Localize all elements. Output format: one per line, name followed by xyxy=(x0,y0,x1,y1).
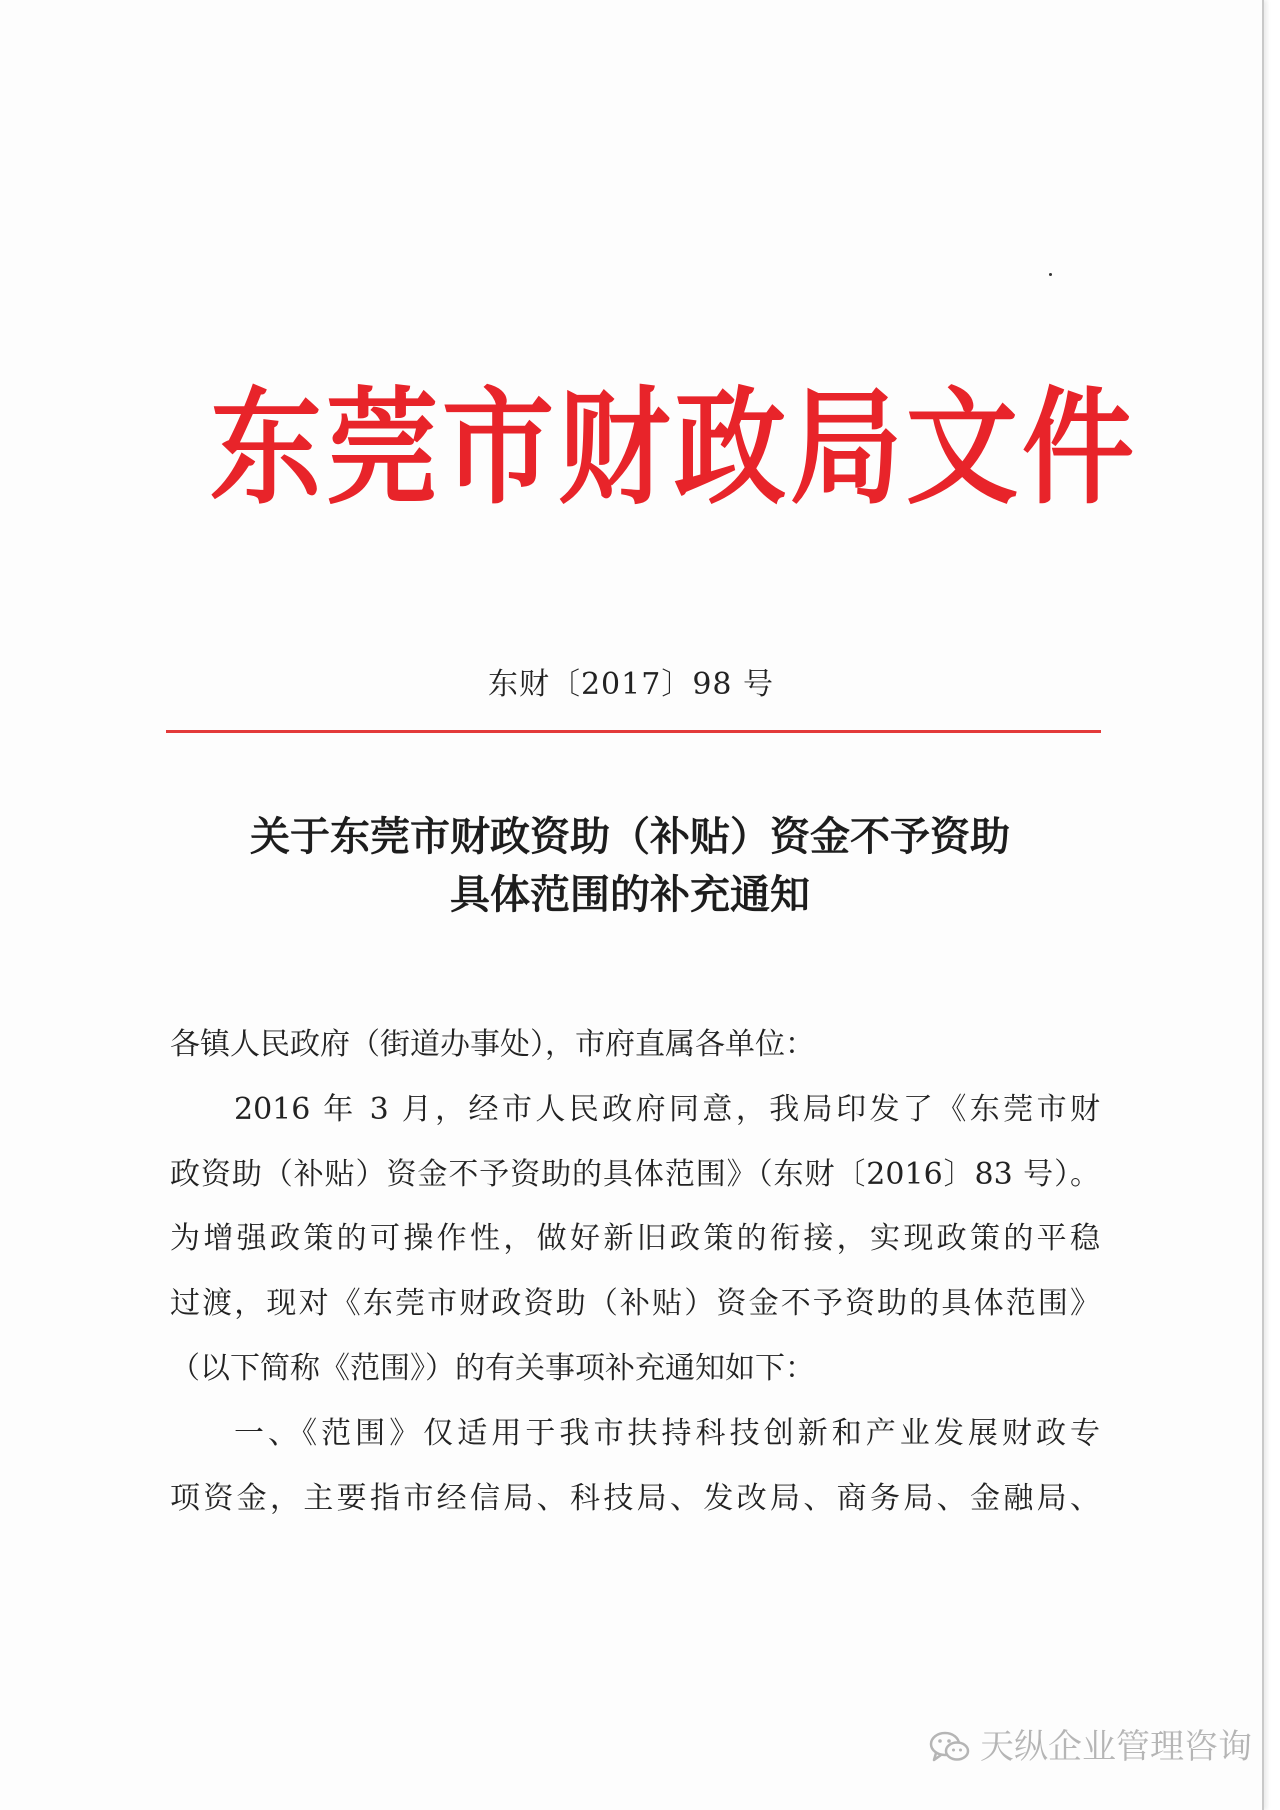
scan-speck xyxy=(1049,273,1052,276)
body-line: 过渡，现对《东莞市财政资助（补贴）资金不予资助的具体范围》 xyxy=(170,1286,1100,1322)
masthead-title: 东莞市财政局文件 xyxy=(210,376,1138,522)
body-line: 一、《范围》仅适用于我市扶持科技创新和产业发展财政专 xyxy=(234,1415,1100,1451)
body-line: 为增强政策的可操作性，做好新旧政策的衔接，实现政策的平稳 xyxy=(170,1221,1100,1257)
watermark xyxy=(928,1727,1252,1767)
title-line-1: 关于东莞市财政资助（补贴）资金不予资助 xyxy=(250,814,1010,860)
body-line: 项资金，主要指市经信局、科技局、发改局、商务局、金融局、 xyxy=(170,1480,1100,1516)
document-body xyxy=(170,1013,1100,1531)
body-line: （以下简称《范围》）的有关事项补充通知如下： xyxy=(170,1350,815,1386)
red-divider-line xyxy=(166,730,1101,733)
body-line: 2016 年 3 月，经市人民政府同意，我局印发了《东莞市财 xyxy=(234,1091,1100,1127)
salutation: 各镇人民政府（街道办事处），市府直属各单位： xyxy=(170,1027,815,1062)
title-line-2: 具体范围的补充通知 xyxy=(450,872,810,918)
document-number: 东财〔2017〕98 号 xyxy=(487,667,775,702)
body-line: 政资助（补贴）资金不予资助的具体范围》（东财〔2016〕83 号）。 xyxy=(170,1156,1100,1192)
watermark-text: 天纵企业管理咨询 xyxy=(980,1727,1252,1767)
document-title xyxy=(140,808,1120,924)
wechat-icon xyxy=(928,1729,972,1765)
